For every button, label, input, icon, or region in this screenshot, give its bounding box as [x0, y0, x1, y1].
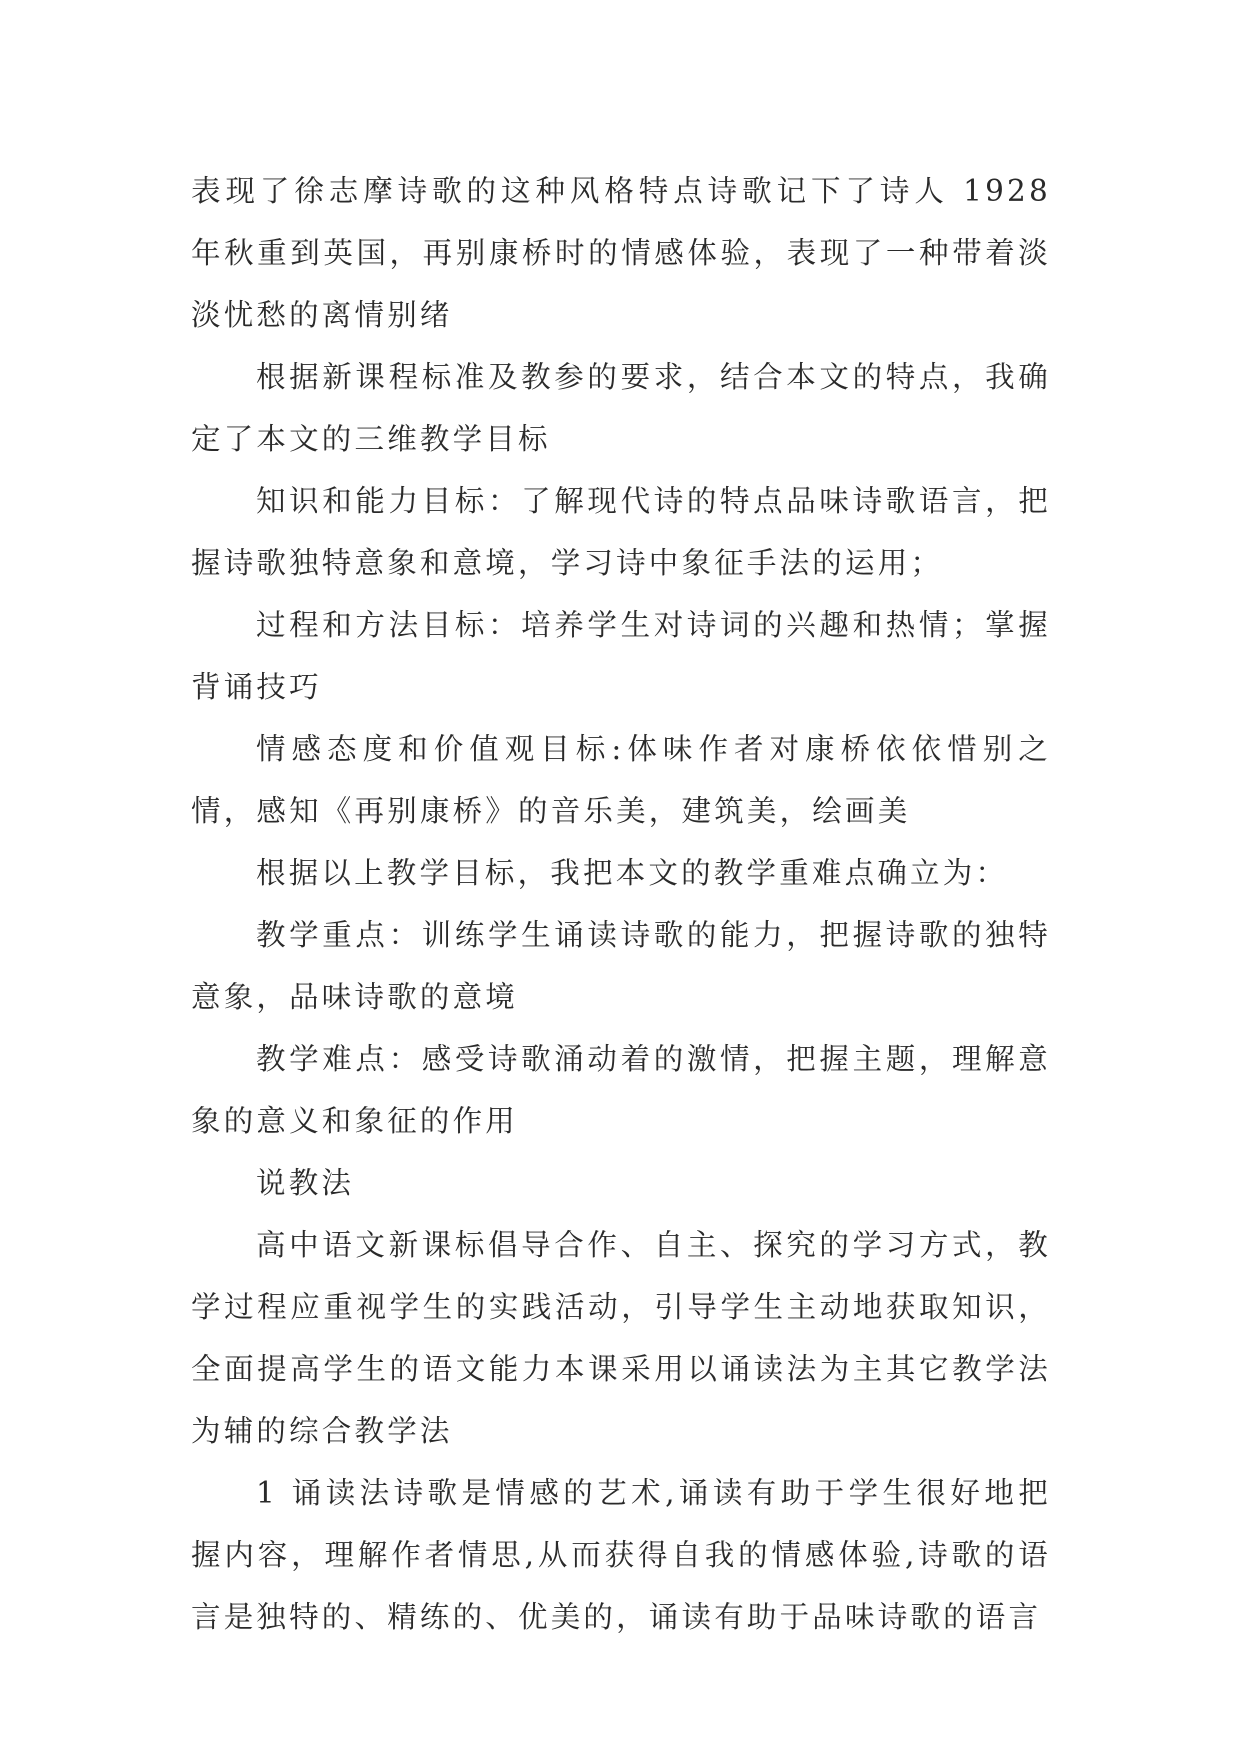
paragraph-teaching-difficulty: 教学难点：感受诗歌涌动着的激情，把握主题，理解意象的意义和象征的作用 — [191, 1042, 1051, 1138]
paragraph-knowledge-goal: 知识和能力目标：了解现代诗的特点品味诗歌语言，把握诗歌独特意象和意境，学习诗中象征手法的运用； — [191, 484, 1051, 580]
paragraph-poem-style: 表现了徐志摩诗歌的这种风格特点诗歌记下了诗人 1928 年秋重到英国，再别康桥时的情感体验，表现了一种带着淡淡忧愁的离情别绪 — [191, 174, 1051, 332]
paragraph-process-goal: 过程和方法目标：培养学生对诗词的兴趣和热情；掌握背诵技巧 — [191, 608, 1051, 704]
document-page — [191, 160, 1051, 1648]
paragraph-curriculum-method: 高中语文新课标倡导合作、自主、探究的学习方式，教学过程应重视学生的实践活动，引导学生主动地获取知识，全面提高学生的语文能力本课采用以诵读法为主其它教学法为辅的综合教学法 — [191, 1228, 1051, 1448]
paragraph-teaching-goals-intro: 根据新课程标准及教参的要求，结合本文的特点，我确定了本文的三维教学目标 — [191, 360, 1051, 456]
paragraph-emotion-goal: 情感态度和价值观目标:体味作者对康桥依依惜别之情，感知《再别康桥》的音乐美，建筑美，绘画美 — [191, 732, 1051, 828]
section-heading-teaching-method: 说教法 — [256, 1166, 355, 1200]
paragraph-teaching-focus: 教学重点：训练学生诵读诗歌的能力，把握诗歌的独特意象，品味诗歌的意境 — [191, 918, 1051, 1014]
paragraph-key-points-intro: 根据以上教学目标，我把本文的教学重难点确立为： — [256, 856, 1009, 890]
paragraph-recitation-method: 1 诵读法诗歌是情感的艺术,诵读有助于学生很好地把握内容，理解作者情思,从而获得自我的情感体验,诗歌的语言是独特的、精练的、优美的，诵读有助于品味诗歌的语言 — [191, 1476, 1051, 1634]
